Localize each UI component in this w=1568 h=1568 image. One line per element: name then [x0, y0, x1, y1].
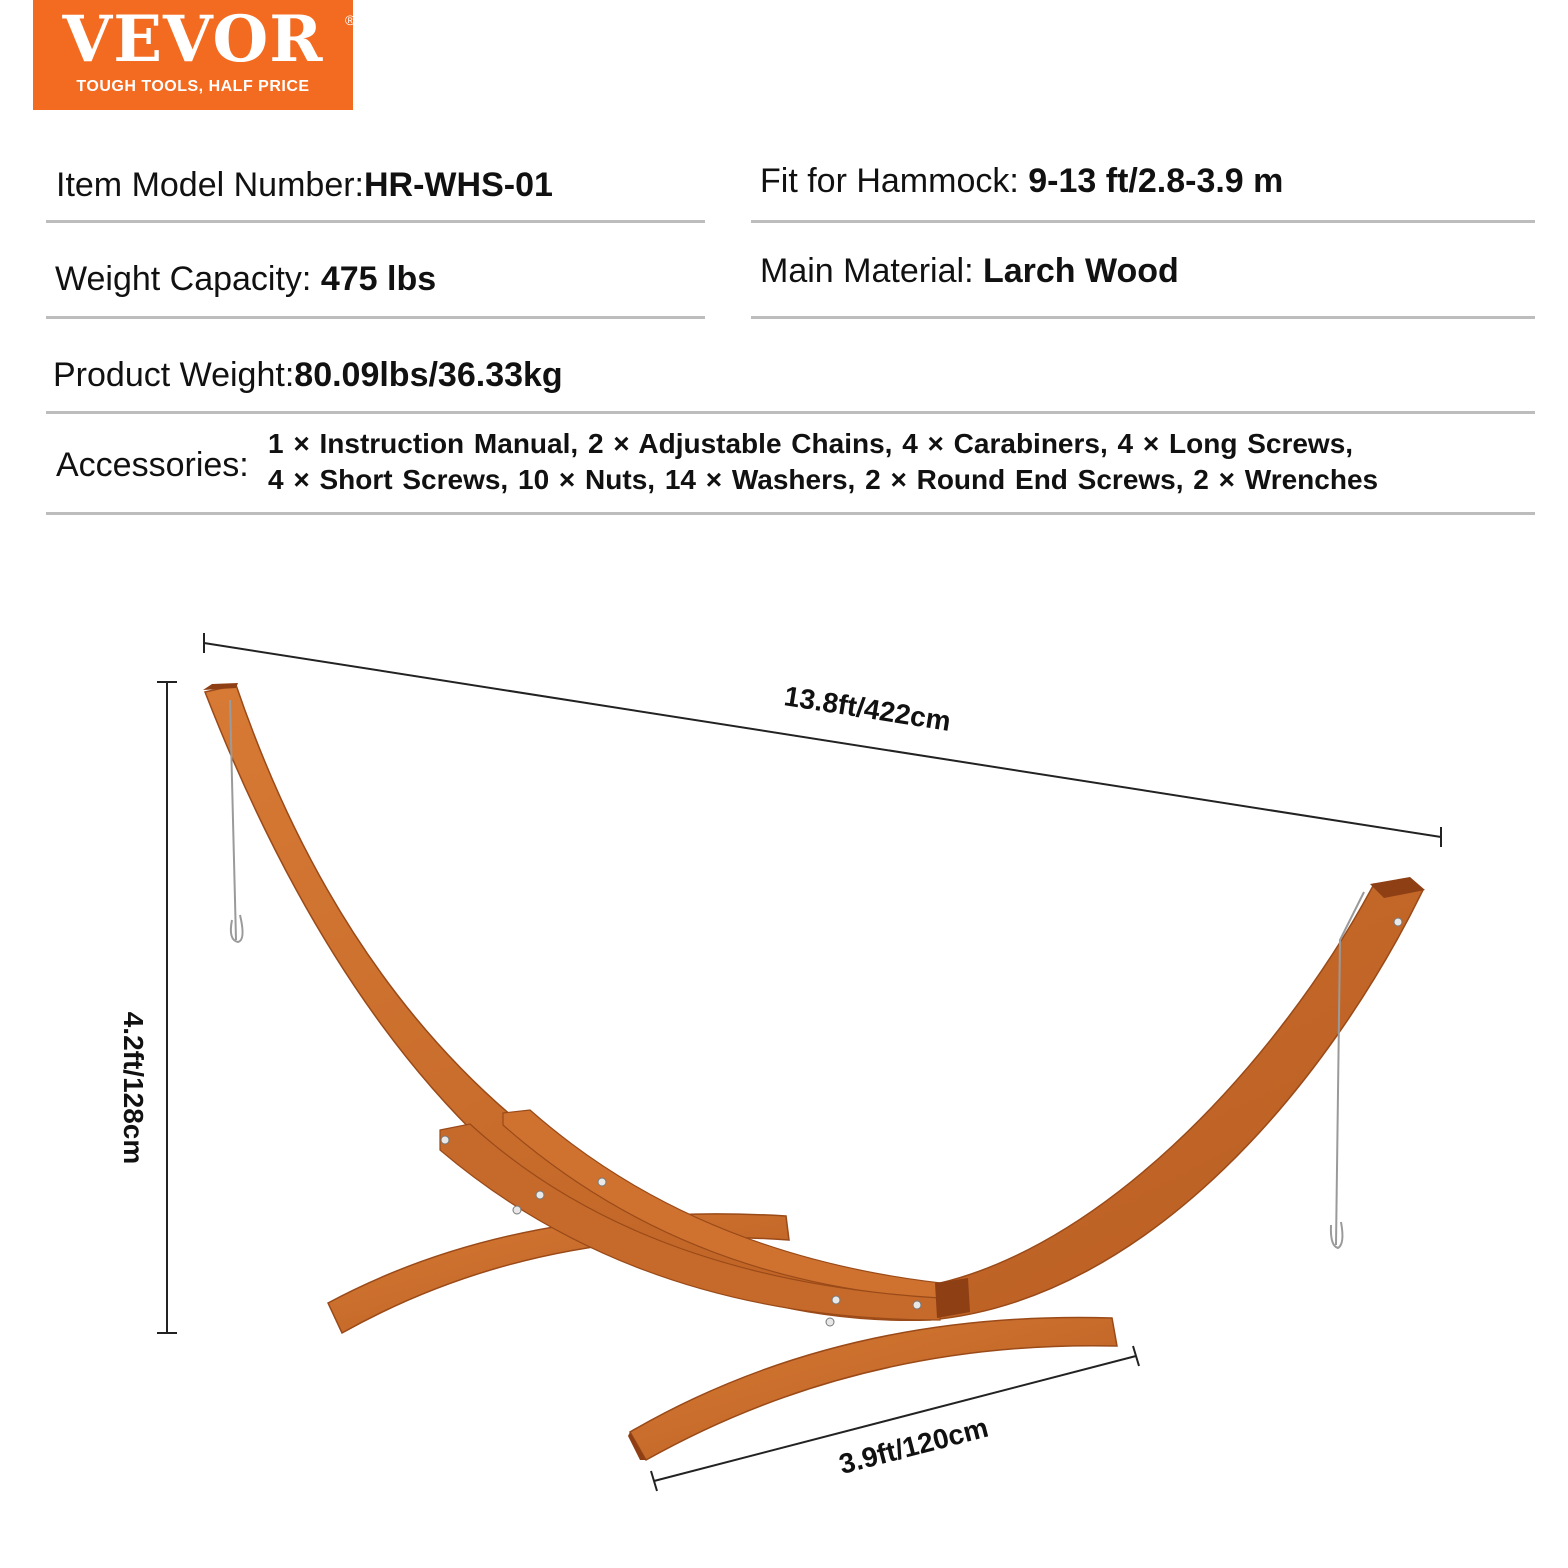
spec-weight-value: 80.09lbs/36.33kg — [294, 356, 563, 394]
spec-fit-label: Fit for Hammock: — [760, 162, 1019, 200]
height-dimension-line — [157, 682, 177, 1333]
registered-mark: ® — [345, 12, 356, 28]
length-dimension-line — [204, 633, 1441, 847]
spec-weight-label: Product Weight: — [53, 356, 295, 394]
brand-name: VEVOR — [62, 2, 324, 77]
width-label: 3.9ft/120cm — [835, 1411, 992, 1480]
main-arc — [205, 685, 1423, 1320]
spec-material-label: Main Material: — [760, 252, 974, 290]
spec-capacity-label: Weight Capacity: — [55, 260, 312, 298]
accessories-line-2: 4 × Short Screws, 10 × Nuts, 14 × Washers, 2 × Round End Screws, 2 × Wrenches — [268, 464, 1379, 495]
accessories-line-1: 1 × Instruction Manual, 2 × Adjustable Chains, 4 × Carabiners, 4 × Long Screws, — [268, 428, 1354, 459]
spec-model-label: Item Model Number: — [56, 166, 364, 204]
center-block — [935, 1278, 970, 1318]
height-label: 4.2ft/128cm — [118, 1011, 149, 1165]
front-foot — [630, 1318, 1117, 1460]
spec-capacity-value: 475 lbs — [320, 260, 437, 298]
spec-model-value: HR-WHS-01 — [364, 166, 553, 204]
accessories-label: Accessories: — [56, 446, 249, 484]
spec-material-value: Larch Wood — [982, 252, 1179, 290]
length-label: 13.8ft/422cm — [782, 680, 953, 737]
brand-tagline: TOUGH TOOLS, HALF PRICE — [76, 78, 310, 95]
spec-fit-value: 9-13 ft/2.8-3.9 m — [1028, 162, 1284, 200]
